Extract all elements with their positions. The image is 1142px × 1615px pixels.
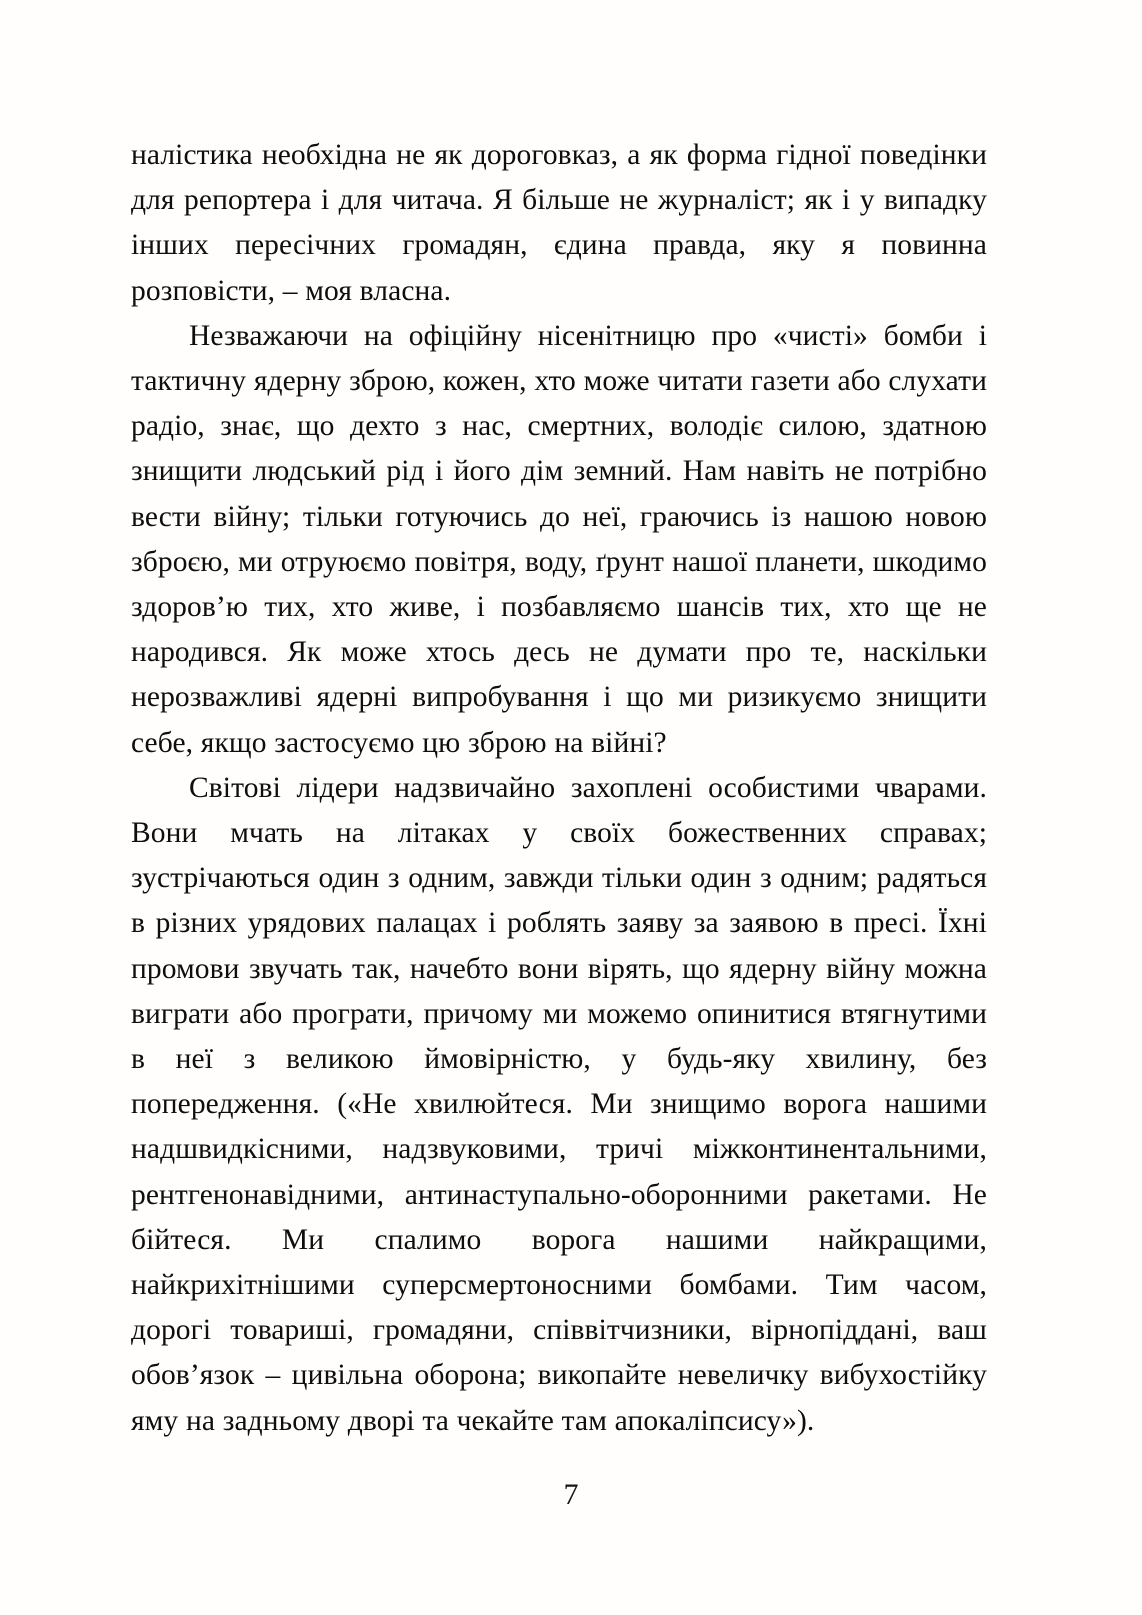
paragraph-world-leaders: Світові лідери надзвичайно захоплені особистими чварами. Вони мчать на літаках у своїх божественних справах; зустрічаються один з одним, завжди тільки один з одним; радяться в різних урядових палацах і роблять заяву за заявою в пресі. Їхні промови звучать так, начебто вони вірять, що ядерну війну можна виграти або програти, причому ми можемо опинитися втягнутими в неї з великою ймовірністю, у будь-яку хвилину, без попередження. («Не хвилюйтеся. Ми знищимо ворога нашими надшвидкісними, надзвуковими, тричі міжконтинентальними, рентгенонавідними, антинаступально-оборонними ракетами. Не бійтеся. Ми спалимо ворога нашими найкращими, найкрихітнішими суперсмертоносними бомбами. Тим часом, дорогі товариші, громадяни, співвітчизники, вірнопіддані, ваш обов’язок – цивільна оборона; викопайте невеличку вибухостійку яму на задньому дворі та чекайте там апокаліпсису»). (131, 771, 987, 1437)
paragraph-continued: налістика необхідна не як дороговказ, а як форма гідної поведінки для репортера і для читача. Я більше не журналіст; як і у випадку інших пересічних громадян, єдина правда, яку я повинна розповісти, – моя власна. (131, 139, 987, 307)
paragraph-nuclear-nonsense: Незважаючи на офіційну нісенітницю про «чисті» бомби і тактичну ядерну зброю, кожен, хто може читати газети або слухати радіо, знає, що дехто з нас, смертних, володіє силою, здатною знищити людський рід і його дім земний. Нам навіть не потрібно вести війну; тільки готуючись до неї, граючись із нашою новою зброєю, ми отруюємо повітря, воду, ґрунт нашої планети, шкодимо здоров’ю тих, хто живе, і позбавляємо шансів тих, хто ще не народився. Як може хтось десь не думати про те, наскільки нерозважливі ядерні випробування і що ми ризикуємо знищити себе, якщо застосуємо цю зброю на війні? (131, 319, 987, 759)
page-number: 7 (563, 1478, 579, 1511)
body-text-column (131, 133, 987, 1444)
